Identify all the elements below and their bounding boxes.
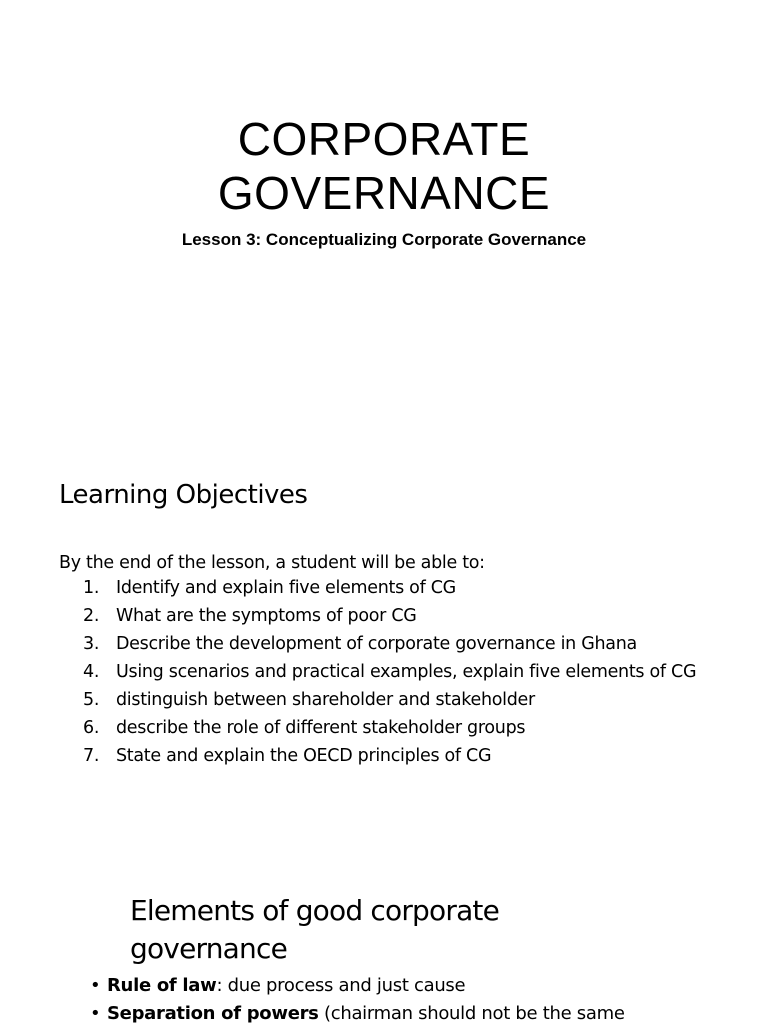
- slide-title-line-2: GOVERNANCE: [217, 167, 551, 219]
- list-item-text: Identify and explain five elements of CG: [116, 578, 456, 598]
- bullet-icon: •: [90, 975, 101, 996]
- list-item-text: distinguish between shareholder and stakeholder: [116, 690, 535, 710]
- list-item-number: 3.: [83, 634, 100, 654]
- list-item-number: 7.: [83, 746, 100, 766]
- elements-list: [90, 972, 730, 1024]
- slide-title: [0, 112, 768, 220]
- list-item: [90, 972, 730, 1000]
- element-description: (chairman should not be the same: [318, 1003, 625, 1024]
- list-item-text: describe the role of different stakeholder groups: [116, 718, 526, 738]
- list-item-number: 1.: [83, 578, 100, 598]
- element-description: : due process and just cause: [216, 975, 466, 996]
- elements-heading: Elements of good corporate governance: [130, 894, 500, 965]
- list-item: [83, 604, 713, 628]
- list-item-text: State and explain the OECD principles of CG: [116, 746, 492, 766]
- learning-objectives-intro: By the end of the lesson, a student will be able to:: [59, 553, 485, 573]
- list-item-number: 2.: [83, 606, 100, 626]
- list-item: [83, 744, 713, 768]
- list-item-text: Describe the development of corporate governance in Ghana: [116, 634, 637, 654]
- learning-objectives-heading: Learning Objectives: [59, 480, 308, 510]
- list-item: [83, 576, 713, 600]
- list-item-number: 5.: [83, 690, 100, 710]
- list-item-number: 6.: [83, 718, 100, 738]
- slide-title-line-1: CORPORATE: [237, 113, 531, 165]
- slide-subtitle: Lesson 3: Conceptualizing Corporate Governance: [181, 230, 587, 249]
- list-item-text: What are the symptoms of poor CG: [116, 606, 417, 626]
- list-item-text: Using scenarios and practical examples, explain five elements of CG: [116, 662, 697, 682]
- list-item: [83, 632, 713, 656]
- list-item: [90, 1000, 730, 1024]
- bullet-icon: •: [90, 1003, 101, 1024]
- list-item-number: 4.: [83, 662, 100, 682]
- list-item: [83, 716, 713, 740]
- element-term: Rule of law: [107, 975, 217, 996]
- element-term: Separation of powers: [107, 1003, 319, 1024]
- list-item: [83, 660, 713, 684]
- objectives-list: [83, 576, 713, 772]
- list-item: [83, 688, 713, 712]
